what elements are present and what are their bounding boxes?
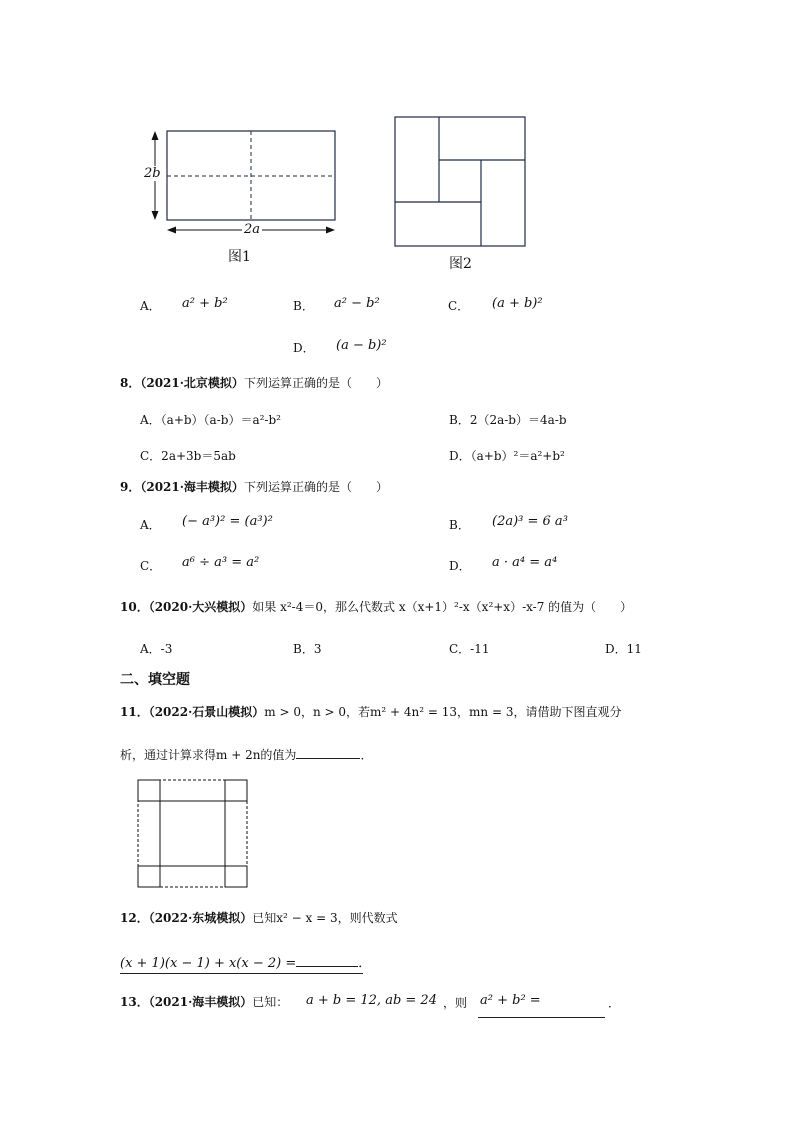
question-11-line-2 bbox=[120, 744, 372, 763]
q7-option-d: (a − b)² bbox=[336, 338, 387, 353]
question-12-underline bbox=[120, 973, 363, 974]
question-11-answer-blank[interactable] bbox=[296, 744, 360, 759]
question-11-line-2-suffix: ． bbox=[360, 748, 373, 762]
question-9 bbox=[120, 478, 388, 495]
figure-2-caption: 图2 bbox=[449, 256, 472, 272]
q7-option-a: a² + b² bbox=[182, 296, 228, 311]
figure-2 bbox=[394, 116, 528, 248]
question-13-prefix: 已知： bbox=[252, 995, 289, 1009]
q9-option-c: a⁶ ÷ a³ = a² bbox=[182, 555, 260, 570]
q9-option-d: a · a⁴ = a⁴ bbox=[492, 555, 558, 570]
question-13-mid: ，则 bbox=[443, 996, 468, 1010]
question-13-source: （2021·海丰模拟） bbox=[148, 995, 253, 1009]
question-12-answer-blank[interactable] bbox=[296, 952, 358, 967]
question-8-source: （2021·北京模拟） bbox=[140, 376, 244, 390]
question-11-line-2-text: 析，通过计算求得m + 2n的值为 bbox=[120, 748, 297, 762]
question-8-number: 8． bbox=[120, 376, 141, 390]
q9-option-a-letter: A． bbox=[140, 518, 161, 532]
q7-option-d-letter: D． bbox=[293, 341, 315, 355]
question-10-stem: 如果 x²-4＝0，那么代数式 x（x+1）²-x（x²+x）-x-7 的值为（ ） bbox=[252, 600, 633, 614]
q8-option-a: A．（a+b）（a-b）＝a²-b² bbox=[140, 413, 281, 427]
q8-option-c: C．2a+3b＝5ab bbox=[140, 449, 236, 463]
q9-option-c-letter: C． bbox=[140, 559, 162, 573]
q8-option-b: B．2（2a-b）＝4a-b bbox=[449, 413, 567, 427]
figure-3 bbox=[137, 779, 249, 889]
question-12-expression: (x + 1)(x − 1) + x(x − 2) = bbox=[120, 956, 297, 971]
figure-1-bottom-label: 2a bbox=[244, 222, 261, 237]
question-13 bbox=[120, 993, 288, 1010]
q9-option-b: (2a)³ = 6 a³ bbox=[492, 514, 568, 529]
q9-option-d-letter: D． bbox=[449, 559, 471, 573]
q9-option-b-letter: B． bbox=[449, 518, 470, 532]
q7-option-c: (a + b)² bbox=[492, 296, 543, 311]
q9-option-a: (− a³)² = (a³)² bbox=[182, 514, 273, 529]
question-13-suffix: ． bbox=[608, 996, 621, 1010]
q7-option-b-letter: B． bbox=[293, 299, 314, 313]
question-9-stem: 下列运算正确的是（ ） bbox=[243, 480, 388, 494]
question-13-condition: a + b = 12, ab = 24 bbox=[306, 993, 437, 1008]
question-12-line-2 bbox=[120, 952, 371, 971]
question-10 bbox=[120, 598, 632, 615]
question-11-number: 11． bbox=[120, 705, 149, 719]
q7-option-a-letter: A． bbox=[140, 299, 161, 313]
question-11-source: （2022·石景山模拟） bbox=[148, 705, 265, 719]
question-11 bbox=[120, 703, 621, 720]
question-12-number: 12． bbox=[120, 911, 149, 925]
figure-1-side-label: 2b bbox=[144, 166, 161, 181]
question-11-line-1: m > 0，n > 0，若m² + 4n² = 13，mn = 3，请借助下图直观分 bbox=[264, 705, 622, 719]
q10-option-d: D．11 bbox=[605, 642, 642, 656]
question-8-stem: 下列运算正确的是（ ） bbox=[243, 376, 388, 390]
q8-option-d: D．（a+b）²＝a²+b² bbox=[449, 449, 565, 463]
question-12-suffix: ． bbox=[358, 956, 372, 971]
question-13-target: a² + b² = bbox=[480, 993, 541, 1008]
q7-option-b: a² − b² bbox=[334, 296, 380, 311]
question-13-answer-blank[interactable] bbox=[478, 1017, 605, 1018]
q10-option-a: A．-3 bbox=[140, 642, 173, 656]
q10-option-b: B．3 bbox=[293, 642, 322, 656]
question-9-source: （2021·海丰模拟） bbox=[140, 480, 244, 494]
question-12-source: （2022·东城模拟） bbox=[148, 911, 253, 925]
q7-option-c-letter: C． bbox=[448, 299, 470, 313]
q10-option-c: C．-11 bbox=[449, 642, 490, 656]
question-12 bbox=[120, 909, 398, 926]
question-10-source: （2020·大兴模拟） bbox=[148, 600, 253, 614]
figure-1-caption: 图1 bbox=[228, 249, 251, 265]
section-2-title: 二、填空题 bbox=[120, 672, 190, 688]
question-8 bbox=[120, 374, 388, 391]
question-12-line-1: 已知x² − x = 3，则代数式 bbox=[252, 911, 398, 925]
question-9-number: 9． bbox=[120, 480, 141, 494]
question-10-number: 10． bbox=[120, 600, 149, 614]
question-13-number: 13． bbox=[120, 995, 149, 1009]
